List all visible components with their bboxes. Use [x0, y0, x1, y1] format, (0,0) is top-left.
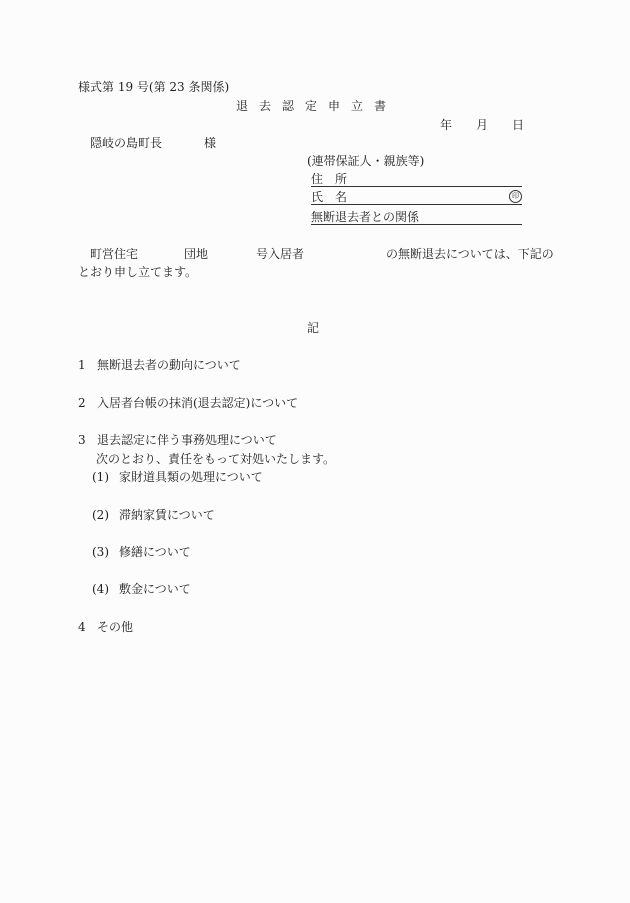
ki-mark: 記 — [307, 321, 320, 335]
sub-item — [92, 508, 215, 522]
name-label: 氏名 — [311, 190, 360, 204]
guarantor-heading: (連帯保証人・親族等) — [307, 154, 425, 168]
sub-item-number: (4) — [92, 582, 109, 596]
addressee-name: 隠岐の島町長 — [90, 136, 163, 150]
list-item — [78, 433, 277, 447]
sub-item — [92, 545, 191, 559]
address-label: 住所 — [311, 172, 360, 186]
item-number: 4 — [78, 620, 86, 634]
statement-tail: の無断退去については、下記の — [386, 247, 554, 261]
item-number: 3 — [78, 433, 86, 447]
date-line — [440, 118, 524, 132]
relationship-label: 無断退去者との関係 — [311, 210, 420, 224]
item-number: 1 — [78, 358, 86, 372]
sub-item-number: (2) — [92, 508, 109, 522]
addressee — [90, 136, 216, 150]
item-note: 次のとおり、責任をもって対処いたします。 — [96, 452, 336, 466]
sub-item-text: 敷金について — [119, 582, 191, 596]
statement-line-1 — [90, 247, 554, 261]
date-month-label: 月 — [476, 118, 489, 132]
sub-item-text: 滞納家賃について — [119, 508, 215, 522]
housing-label: 町営住宅 — [90, 247, 139, 261]
statement-line-2: とおり申し立てます。 — [78, 265, 198, 279]
date-year-label: 年 — [440, 118, 453, 132]
list-item — [78, 358, 241, 372]
sub-item — [92, 582, 191, 596]
sub-item-text: 家財道具類の処理について — [119, 470, 263, 484]
document-title: 退去認定申立書 — [236, 99, 398, 113]
name-field[interactable] — [311, 190, 522, 205]
item-number: 2 — [78, 396, 86, 410]
relationship-field[interactable] — [311, 210, 522, 225]
list-item — [78, 396, 298, 410]
date-day-label: 日 — [512, 118, 525, 132]
resident-label: 号入居者 — [256, 247, 305, 261]
complex-label: 団地 — [184, 247, 209, 261]
seal-icon: 印 — [509, 190, 522, 203]
sub-item-number: (1) — [92, 470, 109, 484]
sub-item-number: (3) — [92, 545, 109, 559]
item-text: 退去認定に伴う事務処理について — [97, 433, 277, 447]
item-text: その他 — [97, 620, 134, 634]
item-text: 入居者台帳の抹消(退去認定)について — [97, 396, 299, 410]
sub-item-text: 修繕について — [119, 545, 191, 559]
item-text: 無断退去者の動向について — [97, 358, 241, 372]
sub-item — [92, 470, 263, 484]
addressee-honorific: 様 — [204, 136, 217, 150]
form-number: 様式第 19 号(第 23 条関係) — [78, 80, 230, 94]
list-item — [78, 620, 133, 634]
address-field[interactable] — [311, 172, 522, 187]
